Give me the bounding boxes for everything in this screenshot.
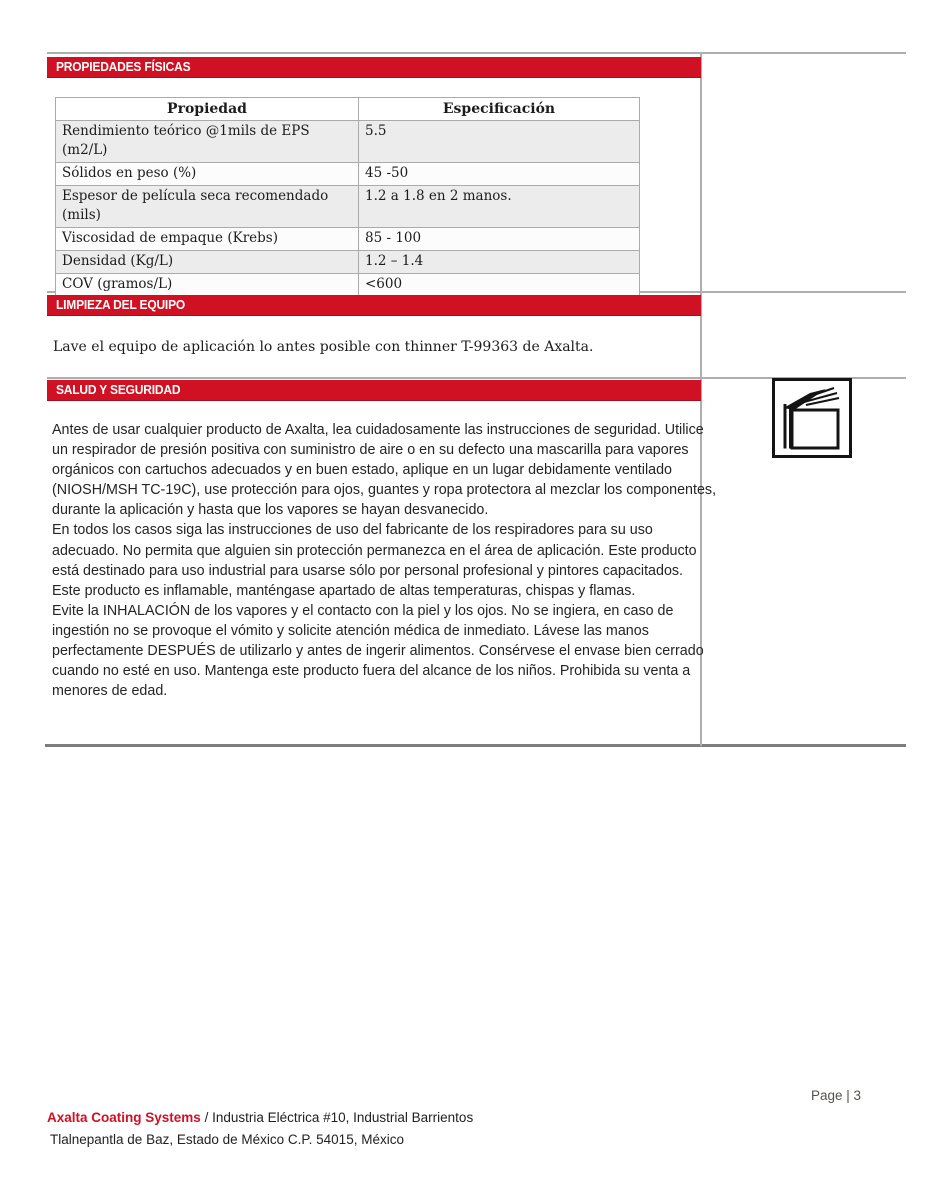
top-rule <box>47 52 906 54</box>
footer-address-line2: Tlalnepantla de Baz, Estado de México C.P. 54015, México <box>50 1132 404 1147</box>
property-cell: Viscosidad de empaque (Krebs) <box>56 228 359 251</box>
property-cell: Densidad (Kg/L) <box>56 251 359 274</box>
safety-paragraph: En todos los casos siga las instrucciones de uso del fabricante de los respiradores para su uso adecuado. No permita que alguien sin protección permanezca en el área de aplicación. Este producto está destinado para uso industrial para usarse sólo por personal profesional y pintores capacitados. <box>52 522 697 579</box>
section-header-limpieza-del-equipo <box>47 295 701 316</box>
property-cell: Espesor de película seca recomendado (mils) <box>56 186 359 228</box>
table-row <box>56 186 640 228</box>
safety-paragraph: Este producto es inflamable, manténgase apartado de altas temperaturas, chispas y flamas. <box>52 582 636 599</box>
specification-cell: 1.2 a 1.8 en 2 manos. <box>359 186 640 228</box>
table-row <box>56 163 640 186</box>
properties-table <box>55 97 640 297</box>
footer-address-rest: / Industria Eléctrica #10, Industrial Barrientos <box>200 1110 474 1125</box>
section-title: SALUD Y SEGURIDAD <box>56 383 181 397</box>
table-row <box>56 274 640 297</box>
footer-address-line1 <box>47 1110 473 1125</box>
properties-table-header-row <box>56 98 640 121</box>
table-row <box>56 251 640 274</box>
bottom-rule <box>45 744 906 747</box>
properties-table-body <box>56 121 640 297</box>
section-header-propiedades-fisicas <box>47 57 701 78</box>
specification-cell: 5.5 <box>359 121 640 163</box>
cleaning-instructions-text: Lave el equipo de aplicación lo antes posible con thinner T-99363 de Axalta. <box>53 339 594 355</box>
property-cell: Sólidos en peso (%) <box>56 163 359 186</box>
column-header-especificacion: Especificación <box>359 98 640 121</box>
section-title: PROPIEDADES FÍSICAS <box>56 60 191 74</box>
table-row <box>56 121 640 163</box>
specification-cell: <600 <box>359 274 640 297</box>
specification-cell: 85 - 100 <box>359 228 640 251</box>
safety-paragraph: Evite la INHALACIÓN de los vapores y el contacto con la piel y los ojos. No se ingiera, en caso de ingestión no se provoque el vómito y solicite atención médica de inmediato. Lávese las manos perfectamente DESPUÉS de utilizarlo y antes de ingerir alimentos. Consérvese el envase bien cerrado cuando no esté en uso. Mantenga este producto fuera del alcance de los niños. Prohibida su venta a menores de edad. <box>52 602 704 700</box>
column-header-propiedad: Propiedad <box>56 98 359 121</box>
specification-cell: 1.2 – 1.4 <box>359 251 640 274</box>
property-cell: Rendimiento teórico @1mils de EPS (m2/L) <box>56 121 359 163</box>
property-cell: COV (gramos/L) <box>56 274 359 297</box>
footer-company-name: Axalta Coating Systems <box>47 1110 201 1125</box>
open-book-icon <box>772 378 852 458</box>
section-header-salud-y-seguridad <box>47 380 701 401</box>
section-title: LIMPIEZA DEL EQUIPO <box>56 298 186 312</box>
specification-cell: 45 -50 <box>359 163 640 186</box>
table-row <box>56 228 640 251</box>
safety-paragraph: Antes de usar cualquier producto de Axalta, lea cuidadosamente las instrucciones de seguridad. Utilice un respirador de presión positiva con suministro de aire o en su defecto una mascarilla para vapores orgánicos con cartuchos adecuados y en buen estado, aplique en un lugar debidamente ventilado (NIOSH/MSH TC-19C), use protección para ojos, guantes y ropa protectora al mezclar los componentes, durante la aplicación y hasta que los vapores se hayan desvanecido. <box>52 422 717 519</box>
safety-instructions-text <box>52 420 720 701</box>
page-number: Page | 3 <box>811 1088 862 1103</box>
